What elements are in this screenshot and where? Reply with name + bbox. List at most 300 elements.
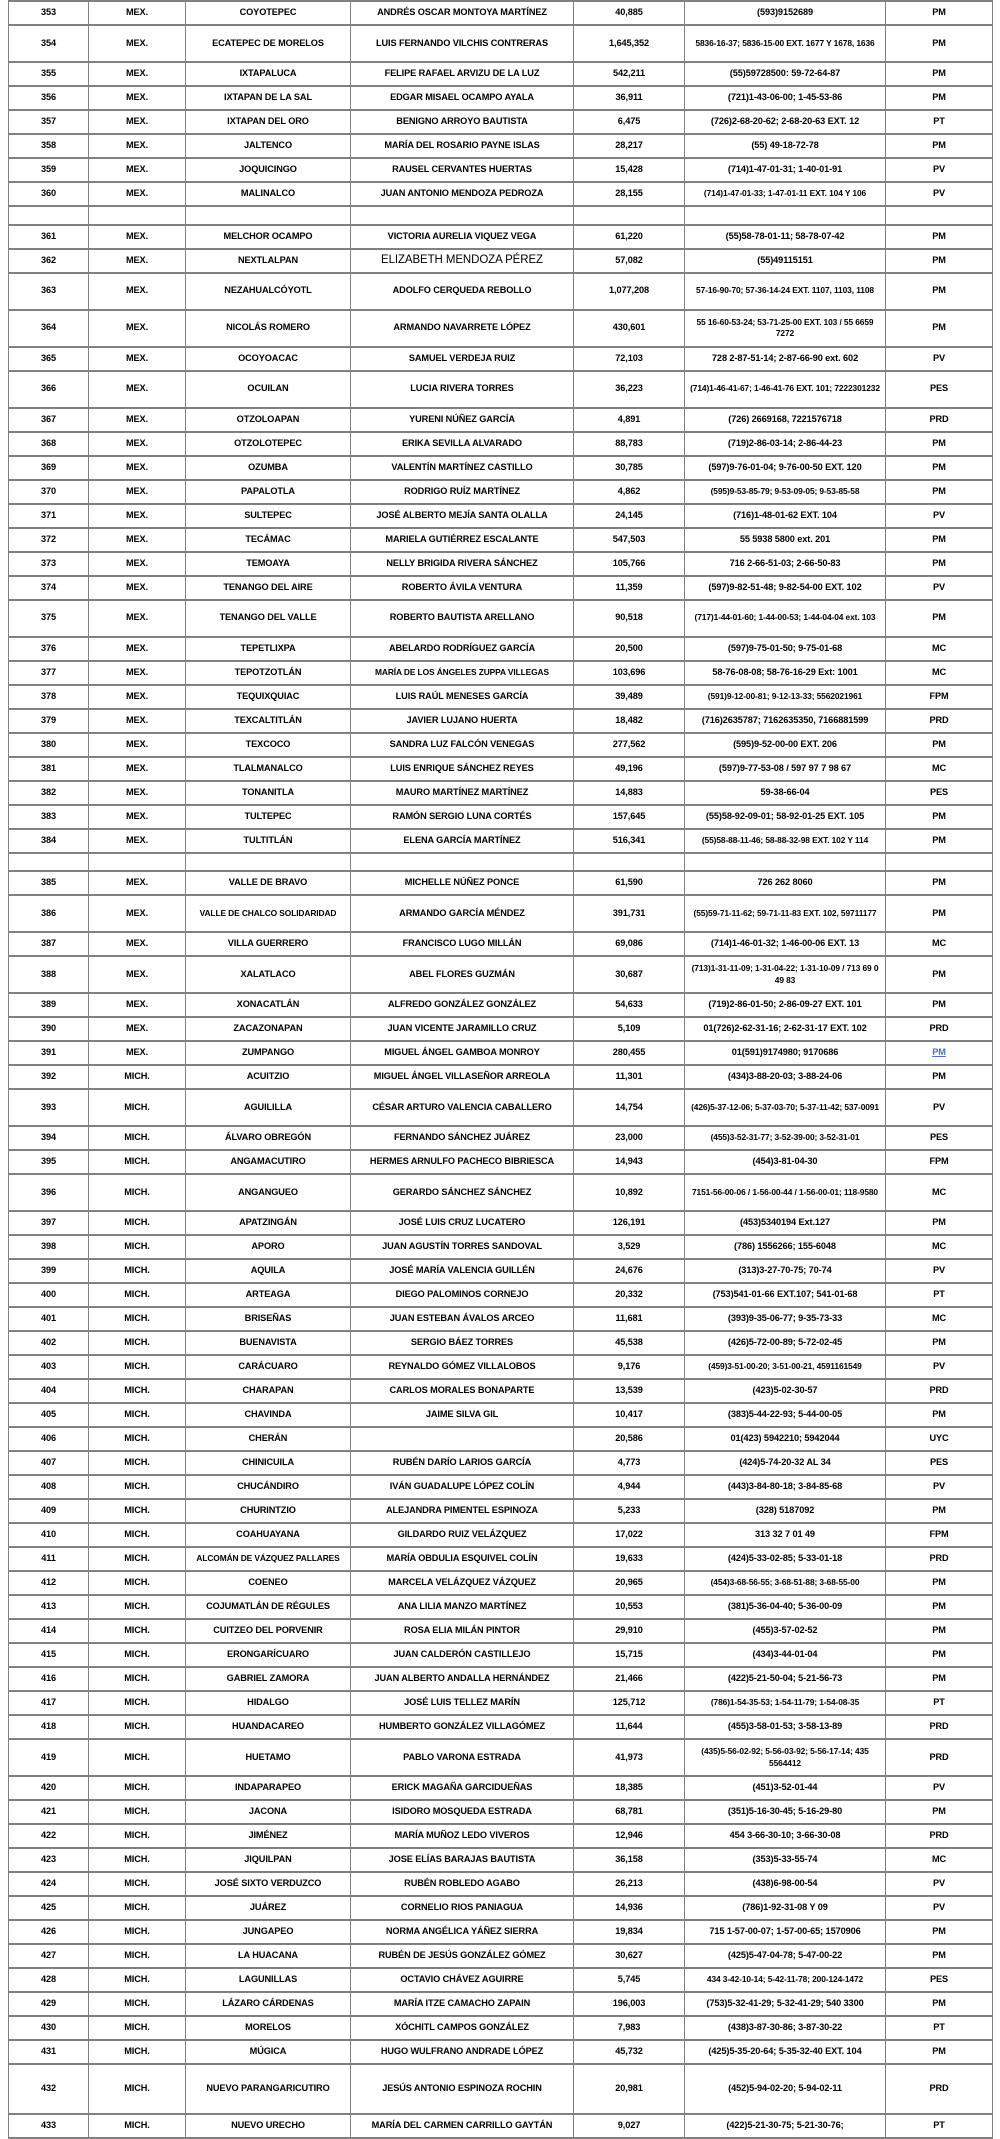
cell-phone: (424)5-33-02-85; 5-33-01-18 (685, 1547, 886, 1571)
cell-pop: 45,732 (574, 2040, 685, 2064)
cell-state: MICH. (89, 1355, 186, 1379)
cell-name: JUAN CALDERÓN CASTILLEJO (351, 1643, 574, 1667)
cell-muni: CUITZEO DEL PORVENIR (186, 1619, 351, 1643)
cell-muni: COJUMATLÁN DE RÉGULES (186, 1595, 351, 1619)
table-row (9, 310, 993, 347)
cell-phone: (591)9-12-00-81; 9-12-13-33; 5562021961 (685, 685, 886, 709)
cell-name: ELENA GARCÍA MARTÍNEZ (351, 829, 574, 853)
table-row (9, 1872, 993, 1896)
spacer-cell (89, 206, 186, 225)
cell-party: PV (886, 347, 993, 371)
cell-muni: NEXTLALPAN (186, 249, 351, 273)
cell-phone: (753)541-01-66 EXT.107; 541-01-68 (685, 1283, 886, 1307)
cell-phone: (422)5-21-50-04; 5-21-56-73 (685, 1667, 886, 1691)
cell-party: PRD (886, 2064, 993, 2114)
table-row (9, 158, 993, 182)
cell-pop: 61,220 (574, 225, 685, 249)
cell-phone: (786)1-92-31-08 Y 09 (685, 1896, 886, 1920)
cell-party: MC (886, 661, 993, 685)
cell-muni: CHINICUILA (186, 1451, 351, 1475)
cell-name: JUAN ESTEBAN ÁVALOS ARCEO (351, 1307, 574, 1331)
table-row (9, 2040, 993, 2064)
cell-name: JOSÉ ALBERTO MEJÍA SANTA OLALLA (351, 504, 574, 528)
cell-muni: CHUCÁNDIRO (186, 1475, 351, 1499)
table-row (9, 956, 993, 993)
cell-name: MARÍA DE LOS ÁNGELES ZUPPA VILLEGAS (351, 661, 574, 685)
cell-pop: 88,783 (574, 432, 685, 456)
cell-party: FPM (886, 1150, 993, 1174)
table-row (9, 1041, 993, 1065)
cell-phone: (719)2-86-03-14; 2-86-44-23 (685, 432, 886, 456)
cell-party: PM (886, 249, 993, 273)
cell-party: PM (886, 1595, 993, 1619)
cell-num: 378 (9, 685, 89, 709)
cell-num: 416 (9, 1667, 89, 1691)
cell-num: 429 (9, 1992, 89, 2016)
cell-num: 356 (9, 86, 89, 110)
cell-num: 381 (9, 757, 89, 781)
cell-muni: JUNGAPEO (186, 1920, 351, 1944)
cell-party: PM (886, 1800, 993, 1824)
cell-state: MEX. (89, 757, 186, 781)
cell-pop: 14,754 (574, 1089, 685, 1126)
cell-party: PRD (886, 1739, 993, 1776)
cell-name: JAVIER LUJANO HUERTA (351, 709, 574, 733)
cell-party: PM (886, 1667, 993, 1691)
cell-party: PM (886, 273, 993, 310)
cell-num: 428 (9, 1968, 89, 1992)
cell-phone: (351)5-16-30-45; 5-16-29-80 (685, 1800, 886, 1824)
cell-pop: 3,529 (574, 1235, 685, 1259)
cell-name: ARMANDO GARCÍA MÉNDEZ (351, 895, 574, 932)
cell-muni: LÁZARO CÁRDENAS (186, 1992, 351, 2016)
cell-party: PES (886, 371, 993, 408)
spacer-cell (9, 853, 89, 872)
cell-state: MICH. (89, 1259, 186, 1283)
cell-party: PV (886, 1089, 993, 1126)
cell-phone: 715 1-57-00-07; 1-57-00-65; 1570906 (685, 1920, 886, 1944)
cell-num: 399 (9, 1259, 89, 1283)
cell-num: 410 (9, 1523, 89, 1547)
cell-pop: 13,539 (574, 1379, 685, 1403)
table-row (9, 1920, 993, 1944)
cell-party: PM (886, 956, 993, 993)
cell-num: 365 (9, 347, 89, 371)
cell-party: PV (886, 1475, 993, 1499)
cell-num: 363 (9, 273, 89, 310)
cell-phone: (435)5-56-02-92; 5-56-03-92; 5-56-17-14; 435 5564412 (685, 1739, 886, 1776)
table-row (9, 1403, 993, 1427)
table-row (9, 432, 993, 456)
cell-muni: PAPALOTLA (186, 480, 351, 504)
cell-party: MC (886, 932, 993, 956)
cell-name: ROBERTO ÁVILA VENTURA (351, 576, 574, 600)
cell-party: PRD (886, 709, 993, 733)
table-body (9, 1, 993, 2138)
cell-party: MC (886, 637, 993, 661)
cell-state: MICH. (89, 1475, 186, 1499)
cell-pop: 11,359 (574, 576, 685, 600)
cell-party: PM (886, 456, 993, 480)
cell-muni: OCOYOACAC (186, 347, 351, 371)
cell-phone: 59-38-66-04 (685, 781, 886, 805)
cell-party: MC (886, 1307, 993, 1331)
cell-muni: COAHUAYANA (186, 1523, 351, 1547)
cell-party: PM (886, 733, 993, 757)
table-row (9, 993, 993, 1017)
cell-pop: 1,077,208 (574, 273, 685, 310)
cell-pop: 24,676 (574, 1259, 685, 1283)
cell-phone: (714)1-47-01-33; 1-47-01-11 EXT. 104 Y 106 (685, 182, 886, 206)
cell-num: 425 (9, 1896, 89, 1920)
table-row (9, 2064, 993, 2114)
cell-num: 391 (9, 1041, 89, 1065)
cell-name: JOSÉ LUIS CRUZ LUCATERO (351, 1211, 574, 1235)
cell-name: MARIELA GUTIÉRREZ ESCALANTE (351, 528, 574, 552)
cell-num: 389 (9, 993, 89, 1017)
table-row (9, 2016, 993, 2040)
table-row (9, 576, 993, 600)
cell-pop: 72,103 (574, 347, 685, 371)
table-row (9, 480, 993, 504)
cell-state: MEX. (89, 829, 186, 853)
cell-num: 405 (9, 1403, 89, 1427)
cell-num: 398 (9, 1235, 89, 1259)
table-row (9, 86, 993, 110)
cell-muni: TENANGO DEL AIRE (186, 576, 351, 600)
cell-num: 368 (9, 432, 89, 456)
table-row (9, 1, 993, 25)
cell-muni: VALLE DE CHALCO SOLIDARIDAD (186, 895, 351, 932)
cell-num: 426 (9, 1920, 89, 1944)
cell-state: MICH. (89, 1872, 186, 1896)
cell-phone: (726) 2669168, 7221576718 (685, 408, 886, 432)
cell-pop: 4,773 (574, 1451, 685, 1475)
cell-pop: 15,428 (574, 158, 685, 182)
cell-state: MEX. (89, 871, 186, 895)
cell-pop: 39,489 (574, 685, 685, 709)
table-row (9, 110, 993, 134)
cell-phone: (55)58-88-11-46; 58-88-32-98 EXT. 102 Y 114 (685, 829, 886, 853)
cell-muni: JIMÉNEZ (186, 1824, 351, 1848)
table-row (9, 600, 993, 637)
cell-phone: 728 2-87-51-14; 2-87-66-90 ext. 602 (685, 347, 886, 371)
cell-name: ALFREDO GONZÁLEZ GONZÁLEZ (351, 993, 574, 1017)
cell-party: PM (886, 1, 993, 25)
cell-pop: 36,911 (574, 86, 685, 110)
cell-num: 370 (9, 480, 89, 504)
cell-state: MICH. (89, 1619, 186, 1643)
table-row (9, 1619, 993, 1643)
cell-num: 374 (9, 576, 89, 600)
table-row (9, 1776, 993, 1800)
cell-party: PT (886, 1283, 993, 1307)
cell-muni: IXTAPALUCA (186, 62, 351, 86)
cell-pop: 10,892 (574, 1174, 685, 1211)
table-row (9, 1896, 993, 1920)
cell-state: MEX. (89, 134, 186, 158)
cell-num: 396 (9, 1174, 89, 1211)
cell-party: PM (886, 1992, 993, 2016)
cell-phone: 434 3-42-10-14; 5-42-11-78; 200-124-1472 (685, 1968, 886, 1992)
table-row (9, 932, 993, 956)
cell-pop: 68,781 (574, 1800, 685, 1824)
cell-pop: 45,538 (574, 1331, 685, 1355)
cell-state: MEX. (89, 25, 186, 62)
cell-pop: 20,332 (574, 1283, 685, 1307)
cell-pop: 23,000 (574, 1126, 685, 1150)
cell-pop: 9,176 (574, 1355, 685, 1379)
cell-muni: TONANITLA (186, 781, 351, 805)
cell-party: PES (886, 1126, 993, 1150)
cell-pop: 14,943 (574, 1150, 685, 1174)
cell-muni: IXTAPAN DE LA SAL (186, 86, 351, 110)
cell-state: MEX. (89, 310, 186, 347)
cell-muni: SULTEPEC (186, 504, 351, 528)
cell-state: MEX. (89, 993, 186, 1017)
cell-phone: (595)9-52-00-00 EXT. 206 (685, 733, 886, 757)
cell-name: MIGUEL ÁNGEL VILLASEÑOR ARREOLA (351, 1065, 574, 1089)
cell-pop: 20,965 (574, 1571, 685, 1595)
cell-party: PM (886, 600, 993, 637)
table-row (9, 1523, 993, 1547)
cell-state: MICH. (89, 1379, 186, 1403)
cell-name: FELIPE RAFAEL ARVIZU DE LA LUZ (351, 62, 574, 86)
cell-phone: 58-76-08-08; 58-76-16-29 Ext: 1001 (685, 661, 886, 685)
cell-num: 369 (9, 456, 89, 480)
cell-phone: (455)3-57-02-52 (685, 1619, 886, 1643)
cell-state: MEX. (89, 110, 186, 134)
cell-party: PM (886, 1619, 993, 1643)
cell-pop: 9,027 (574, 2114, 685, 2138)
cell-name: EDGAR MISAEL OCAMPO AYALA (351, 86, 574, 110)
table-row (9, 528, 993, 552)
cell-num: 380 (9, 733, 89, 757)
cell-party: PM (886, 1211, 993, 1235)
cell-name: ERICK MAGAÑA GARCIDUEÑAS (351, 1776, 574, 1800)
cell-phone: (786) 1556266; 155-6048 (685, 1235, 886, 1259)
cell-muni: VALLE DE BRAVO (186, 871, 351, 895)
table-row (9, 1174, 993, 1211)
cell-name: ROBERTO BAUTISTA ARELLANO (351, 600, 574, 637)
cell-party: PM (886, 1403, 993, 1427)
cell-muni: TULTEPEC (186, 805, 351, 829)
cell-name: HUGO WULFRANO ANDRADE LÓPEZ (351, 2040, 574, 2064)
cell-phone: (459)3-51-00-20; 3-51-00-21, 4591161549 (685, 1355, 886, 1379)
cell-state: MICH. (89, 1571, 186, 1595)
cell-party: PM (886, 1571, 993, 1595)
table-row (9, 1667, 993, 1691)
cell-party: PRD (886, 1715, 993, 1739)
cell-state: MICH. (89, 1331, 186, 1355)
cell-phone: 7151-56-00-06 / 1-56-00-44 / 1-56-00-01; 118-9580 (685, 1174, 886, 1211)
cell-name: RUBÉN DE JESÚS GONZÁLEZ GÓMEZ (351, 1944, 574, 1968)
cell-state: MEX. (89, 62, 186, 86)
cell-state: MEX. (89, 932, 186, 956)
cell-phone: (438)6-98-00-54 (685, 1872, 886, 1896)
cell-state: MEX. (89, 347, 186, 371)
party-hyperlink[interactable]: PM (932, 1047, 946, 1058)
cell-name: ELIZABETH MENDOZA PÉREZ (351, 249, 574, 273)
cell-name: FRANCISCO LUGO MILLÁN (351, 932, 574, 956)
cell-muni: MÚGICA (186, 2040, 351, 2064)
cell-num: 388 (9, 956, 89, 993)
cell-name: ROSA ELIA MILÁN PINTOR (351, 1619, 574, 1643)
cell-num: 392 (9, 1065, 89, 1089)
cell-name: JAIME SILVA GIL (351, 1403, 574, 1427)
cell-pop: 24,145 (574, 504, 685, 528)
cell-muni: NUEVO URECHO (186, 2114, 351, 2138)
cell-muni: OZUMBA (186, 456, 351, 480)
table-row (9, 1283, 993, 1307)
cell-phone: 454 3-66-30-10; 3-66-30-08 (685, 1824, 886, 1848)
table-row (9, 733, 993, 757)
cell-num: 418 (9, 1715, 89, 1739)
cell-num: 404 (9, 1379, 89, 1403)
cell-party: PM (886, 829, 993, 853)
cell-num: 400 (9, 1283, 89, 1307)
cell-muni: JALTENCO (186, 134, 351, 158)
cell-state: MEX. (89, 1041, 186, 1065)
cell-muni: TEXCALTITLÁN (186, 709, 351, 733)
cell-state: MICH. (89, 1944, 186, 1968)
cell-pop: 6,475 (574, 110, 685, 134)
cell-num: 402 (9, 1331, 89, 1355)
cell-muni: TLALMANALCO (186, 757, 351, 781)
cell-state: MICH. (89, 1427, 186, 1451)
cell-name: ERIKA SEVILLA ALVARADO (351, 432, 574, 456)
cell-num: 411 (9, 1547, 89, 1571)
cell-muni: INDAPARAPEO (186, 1776, 351, 1800)
cell-phone: (597)9-76-01-04; 9-76-00-50 EXT. 120 (685, 456, 886, 480)
cell-name: ABEL FLORES GUZMÁN (351, 956, 574, 993)
cell-party: PM (886, 310, 993, 347)
cell-name: MARÍA DEL CARMEN CARRILLO GAYTÁN (351, 2114, 574, 2138)
spacer-cell (685, 853, 886, 872)
cell-pop: 14,883 (574, 781, 685, 805)
cell-num: 358 (9, 134, 89, 158)
cell-phone: (424)5-74-20-32 AL 34 (685, 1451, 886, 1475)
cell-pop: 10,553 (574, 1595, 685, 1619)
cell-name: JUAN ANTONIO MENDOZA PEDROZA (351, 182, 574, 206)
cell-phone: (425)5-35-20-64; 5-35-32-40 EXT. 104 (685, 2040, 886, 2064)
cell-party: PRD (886, 1824, 993, 1848)
cell-party: PV (886, 1355, 993, 1379)
cell-pop: 1,645,352 (574, 25, 685, 62)
spacer-cell (186, 853, 351, 872)
cell-num: 430 (9, 2016, 89, 2040)
cell-pop: 29,910 (574, 1619, 685, 1643)
cell-state: MICH. (89, 1451, 186, 1475)
cell-state: MICH. (89, 1174, 186, 1211)
cell-muni: ANGAMACUTIRO (186, 1150, 351, 1174)
table-row (9, 182, 993, 206)
table-row (9, 25, 993, 62)
cell-pop: 391,731 (574, 895, 685, 932)
cell-name: JUAN AGUSTÍN TORRES SANDOVAL (351, 1235, 574, 1259)
table-row (9, 757, 993, 781)
cell-name: CORNELIO RIOS PANIAGUA (351, 1896, 574, 1920)
cell-name: LUCIA RIVERA TORRES (351, 371, 574, 408)
cell-party: PM (886, 895, 993, 932)
table-row (9, 871, 993, 895)
cell-pop: 5,233 (574, 1499, 685, 1523)
table-row (9, 1355, 993, 1379)
cell-state: MICH. (89, 1126, 186, 1150)
cell-num: 390 (9, 1017, 89, 1041)
cell-num: 376 (9, 637, 89, 661)
cell-phone: (423)5-02-30-57 (685, 1379, 886, 1403)
table-row (9, 347, 993, 371)
cell-phone: (719)2-86-01-50; 2-86-09-27 EXT. 101 (685, 993, 886, 1017)
cell-phone: (353)5-33-55-74 (685, 1848, 886, 1872)
cell-party: PV (886, 1776, 993, 1800)
cell-state: MICH. (89, 1150, 186, 1174)
cell-muni: OTZOLOTEPEC (186, 432, 351, 456)
cell-pop: 125,712 (574, 1691, 685, 1715)
cell-num: 371 (9, 504, 89, 528)
cell-party: PV (886, 182, 993, 206)
cell-num: 387 (9, 932, 89, 956)
table-row (9, 1065, 993, 1089)
cell-phone: (454)3-68-56-55; 3-68-51-88; 3-68-55-00 (685, 1571, 886, 1595)
cell-num: 372 (9, 528, 89, 552)
cell-num: 403 (9, 1355, 89, 1379)
cell-pop: 11,681 (574, 1307, 685, 1331)
cell-muni: ALCOMÁN DE VÁZQUEZ PALLARES (186, 1547, 351, 1571)
cell-name: JUAN VICENTE JARAMILLO CRUZ (351, 1017, 574, 1041)
cell-party: PRD (886, 1547, 993, 1571)
cell-muni: HIDALGO (186, 1691, 351, 1715)
cell-name: PABLO VARONA ESTRADA (351, 1739, 574, 1776)
cell-name: GERARDO SÁNCHEZ SÁNCHEZ (351, 1174, 574, 1211)
cell-name: MARÍA OBDULIA ESQUIVEL COLÍN (351, 1547, 574, 1571)
table-row (9, 637, 993, 661)
table-row (9, 1643, 993, 1667)
cell-phone: (597)9-75-01-50; 9-75-01-68 (685, 637, 886, 661)
cell-muni: JIQUILPAN (186, 1848, 351, 1872)
cell-party[interactable] (886, 1041, 993, 1065)
cell-name: MARCELA VELÁZQUEZ VÁZQUEZ (351, 1571, 574, 1595)
cell-name: RAUSEL CERVANTES HUERTAS (351, 158, 574, 182)
cell-party: PM (886, 432, 993, 456)
cell-muni: XALATLACO (186, 956, 351, 993)
cell-party: PRD (886, 1379, 993, 1403)
cell-pop: 41,973 (574, 1739, 685, 1776)
cell-phone: (717)1-44-01-60; 1-44-00-53; 1-44-04-04 ext. 103 (685, 600, 886, 637)
cell-state: MICH. (89, 1920, 186, 1944)
cell-name: CÉSAR ARTURO VALENCIA CABALLERO (351, 1089, 574, 1126)
cell-name: MARÍA DEL ROSARIO PAYNE ISLAS (351, 134, 574, 158)
cell-pop: 4,944 (574, 1475, 685, 1499)
cell-phone: (451)3-52-01-44 (685, 1776, 886, 1800)
cell-pop: 57,082 (574, 249, 685, 273)
table-row (9, 685, 993, 709)
cell-name: SAMUEL VERDEJA RUIZ (351, 347, 574, 371)
table-row (9, 661, 993, 685)
cell-phone: 01(591)9174980; 9170686 (685, 1041, 886, 1065)
cell-phone: (434)3-88-20-03; 3-88-24-06 (685, 1065, 886, 1089)
cell-name (351, 1427, 574, 1451)
cell-state: MEX. (89, 805, 186, 829)
cell-muni: JOQUICINGO (186, 158, 351, 182)
cell-state: MEX. (89, 249, 186, 273)
cell-state: MICH. (89, 1896, 186, 1920)
cell-state: MICH. (89, 1667, 186, 1691)
cell-phone: (55)59-71-11-62; 59-71-11-83 EXT. 102, 59711177 (685, 895, 886, 932)
cell-num: 417 (9, 1691, 89, 1715)
cell-muni: HUANDACAREO (186, 1715, 351, 1739)
